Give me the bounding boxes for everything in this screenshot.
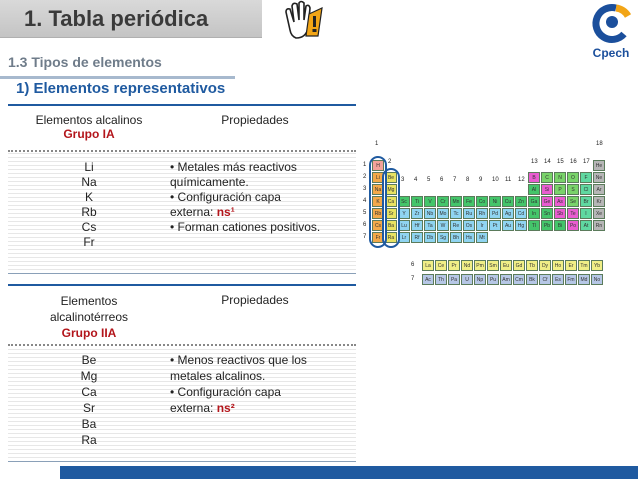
element-cell-Np: Np [474, 274, 486, 285]
subtitle-underline [0, 76, 235, 79]
element-cell-Eu: Eu [500, 260, 512, 271]
element-cell-Cu: Cu [502, 196, 514, 207]
element-symbol: Rb [81, 205, 97, 219]
element-cell-Kr: Kr [593, 196, 605, 207]
alkaline-props-heading: Propiedades [221, 293, 289, 307]
property-text: externa: [170, 401, 217, 415]
element-cell-Rb: Rb [372, 208, 384, 219]
group-number: 12 [518, 177, 525, 183]
element-cell-Gd: Gd [513, 260, 525, 271]
element-cell-La: La [422, 260, 434, 271]
element-cell-I: I [580, 208, 592, 219]
element-cell-Mo: Mo [437, 208, 449, 219]
element-cell-Sg: Sg [437, 232, 449, 243]
property-line: • Menos reactivos que los [170, 353, 307, 367]
alkali-elements-list [8, 160, 170, 250]
alkaline-group-label: Grupo IIA [61, 326, 117, 340]
property-line [170, 400, 356, 416]
element-symbol: Ba [81, 417, 97, 431]
element-cell-Ho: Ho [552, 260, 564, 271]
element-cell-Ni: Ni [489, 196, 501, 207]
period-number: 5 [363, 210, 367, 216]
element-cell-Pm: Pm [474, 260, 486, 271]
element-cell-Br: Br [580, 196, 592, 207]
group-number: 3 [401, 177, 405, 183]
hand-pointer-icon [282, 0, 326, 42]
element-cell-Am: Am [500, 274, 512, 285]
element-cell-Ba: Ba [385, 220, 397, 231]
element-cell-Tl: Tl [528, 220, 540, 231]
element-cell-Hf: Hf [411, 220, 423, 231]
element-cell-Au: Au [502, 220, 514, 231]
alkali-properties [170, 160, 356, 235]
element-cell-P: P [554, 184, 566, 195]
group-number: 9 [479, 177, 483, 183]
section-divider [8, 104, 356, 106]
group-number: 6 [440, 177, 444, 183]
element-cell-Te: Te [567, 208, 579, 219]
alkaline-properties [170, 352, 356, 416]
element-symbol: Na [81, 175, 97, 189]
element-cell-B: B [528, 172, 540, 183]
period-number: 2 [363, 174, 367, 180]
group-number: 17 [583, 159, 590, 165]
group-highlight-oval [382, 168, 400, 248]
element-symbol: Cs [81, 220, 97, 234]
element-cell-Mn: Mn [450, 196, 462, 207]
group-number: 5 [427, 177, 431, 183]
alkali-props-heading: Propiedades [221, 113, 289, 127]
group-number: 15 [557, 159, 564, 165]
element-cell-In: In [528, 208, 540, 219]
element-cell-Cr: Cr [437, 196, 449, 207]
element-cell-Pt: Pt [489, 220, 501, 231]
alkaline-elements-list [8, 352, 170, 448]
element-cell-Se: Se [567, 196, 579, 207]
element-symbol: Ca [81, 385, 97, 399]
period-number: 7 [411, 276, 415, 282]
alkali-group-label: Grupo IA [63, 127, 115, 141]
element-cell-Ta: Ta [424, 220, 436, 231]
element-symbol: Fr [83, 235, 95, 249]
element-cell-C: C [541, 172, 553, 183]
footer-bar [60, 466, 638, 479]
element-cell-Md: Md [578, 274, 590, 285]
alkaline-heading [8, 293, 170, 341]
element-cell-Pa: Pa [448, 274, 460, 285]
element-cell-Ca: Ca [385, 196, 397, 207]
element-cell-Ge: Ge [541, 196, 553, 207]
element-cell-Tc: Tc [450, 208, 462, 219]
element-cell-Zn: Zn [515, 196, 527, 207]
element-cell-Al: Al [528, 184, 540, 195]
period-number: 6 [411, 262, 415, 268]
period-number: 1 [363, 162, 367, 168]
element-cell-Pd: Pd [489, 208, 501, 219]
element-cell-Os: Os [463, 220, 475, 231]
period-number: 4 [363, 198, 367, 204]
element-cell-Db: Db [424, 232, 436, 243]
element-cell-Fe: Fe [463, 196, 475, 207]
element-cell-Tb: Tb [526, 260, 538, 271]
element-cell-Na: Na [372, 184, 384, 195]
element-cell-Cf: Cf [539, 274, 551, 285]
page-title: 1. Tabla periódica [24, 6, 209, 31]
element-cell-Sc: Sc [398, 196, 410, 207]
element-cell-Sb: Sb [554, 208, 566, 219]
element-cell-Hs: Hs [463, 232, 475, 243]
group-number: 14 [544, 159, 551, 165]
alkali-data-box [8, 150, 356, 274]
element-cell-Sn: Sn [541, 208, 553, 219]
group-number: 4 [414, 177, 418, 183]
element-cell-F: F [580, 172, 592, 183]
element-cell-S: S [567, 184, 579, 195]
group-number: 1 [375, 141, 379, 147]
element-cell-Ga: Ga [528, 196, 540, 207]
element-cell-Ra: Ra [385, 232, 397, 243]
group-number: 10 [492, 177, 499, 183]
element-cell-Mt: Mt [476, 232, 488, 243]
element-cell-Li: Li [372, 172, 384, 183]
group-number: 2 [388, 159, 392, 165]
element-cell-Ce: Ce [435, 260, 447, 271]
element-cell-Pr: Pr [448, 260, 460, 271]
element-cell-Po: Po [567, 220, 579, 231]
group-number: 8 [466, 177, 470, 183]
group-number: 7 [453, 177, 457, 183]
alkali-heading [8, 113, 170, 141]
subtitle: 1.3 Tipos de elementos [8, 54, 162, 70]
element-cell-Xe: Xe [593, 208, 605, 219]
element-cell-Nb: Nb [424, 208, 436, 219]
alkaline-heading-line2: alcalinotérreos [49, 310, 129, 324]
element-cell-Yb: Yb [591, 260, 603, 271]
element-symbol: Sr [83, 401, 95, 415]
element-cell-Nd: Nd [461, 260, 473, 271]
element-cell-Es: Es [552, 274, 564, 285]
element-cell-He: He [593, 160, 605, 171]
period-number: 6 [363, 222, 367, 228]
element-cell-Hg: Hg [515, 220, 527, 231]
element-cell-N: N [554, 172, 566, 183]
element-cell-Er: Er [565, 260, 577, 271]
element-symbol: Ra [81, 433, 97, 447]
element-cell-Rf: Rf [411, 232, 423, 243]
property-line: • Configuración capa [170, 190, 281, 204]
property-line: • Configuración capa [170, 385, 281, 399]
element-cell-No: No [591, 274, 603, 285]
element-cell-Ti: Ti [411, 196, 423, 207]
element-cell-H: H [372, 160, 384, 171]
group-number: 16 [570, 159, 577, 165]
element-cell-Ac: Ac [422, 274, 434, 285]
element-cell-Bh: Bh [450, 232, 462, 243]
group-number: 18 [596, 141, 603, 147]
property-line [170, 205, 356, 220]
periodic-table [360, 141, 638, 316]
element-cell-Ag: Ag [502, 208, 514, 219]
element-cell-Th: Th [435, 274, 447, 285]
element-cell-Pu: Pu [487, 274, 499, 285]
element-cell-Rh: Rh [476, 208, 488, 219]
element-cell-Si: Si [541, 184, 553, 195]
element-cell-W: W [437, 220, 449, 231]
element-cell-Bi: Bi [554, 220, 566, 231]
alkaline-data-box [8, 344, 356, 462]
element-cell-Fm: Fm [565, 274, 577, 285]
configuration-formula: ns² [216, 401, 235, 415]
logo-text: Cpech [592, 46, 630, 60]
property-text: externa: [170, 205, 217, 219]
element-cell-Zr: Zr [411, 208, 423, 219]
element-cell-Sm: Sm [487, 260, 499, 271]
element-symbol: K [84, 190, 93, 204]
block-divider [8, 284, 356, 286]
element-cell-K: K [372, 196, 384, 207]
element-cell-Bk: Bk [526, 274, 538, 285]
element-cell-Rn: Rn [593, 220, 605, 231]
cpech-logo [586, 2, 636, 62]
property-line: químicamente. [170, 175, 249, 189]
element-cell-Lu: Lu [398, 220, 410, 231]
property-line: • Metales más reactivos [170, 160, 297, 174]
property-line: metales alcalinos. [170, 369, 266, 383]
section-title: 1) Elementos representativos [16, 80, 226, 97]
element-cell-O: O [567, 172, 579, 183]
alkali-heading-line1: Elementos alcalinos [35, 113, 143, 127]
group-number: 11 [505, 177, 512, 183]
element-cell-Cm: Cm [513, 274, 525, 285]
property-line: • Forman cationes positivos. [170, 220, 321, 234]
element-cell-At: At [580, 220, 592, 231]
element-cell-Pb: Pb [541, 220, 553, 231]
element-cell-Ne: Ne [593, 172, 605, 183]
element-symbol: Mg [80, 369, 98, 383]
element-cell-Ru: Ru [463, 208, 475, 219]
element-cell-Cl: Cl [580, 184, 592, 195]
element-cell-Mg: Mg [385, 184, 397, 195]
element-cell-U: U [461, 274, 473, 285]
element-cell-V: V [424, 196, 436, 207]
element-cell-Y: Y [398, 208, 410, 219]
configuration-formula: ns¹ [216, 205, 235, 219]
element-cell-Dy: Dy [539, 260, 551, 271]
element-cell-Re: Re [450, 220, 462, 231]
title-bar [0, 0, 262, 38]
logo-mark-icon [586, 2, 636, 46]
element-symbol: Be [81, 353, 97, 367]
element-cell-Cs: Cs [372, 220, 384, 231]
element-cell-Sr: Sr [385, 208, 397, 219]
period-number: 3 [363, 186, 367, 192]
element-cell-Be: Be [385, 172, 397, 183]
element-cell-Ar: Ar [593, 184, 605, 195]
element-cell-Tm: Tm [578, 260, 590, 271]
element-cell-Ir: Ir [476, 220, 488, 231]
element-cell-Lr: Lr [398, 232, 410, 243]
alkaline-heading-line1: Elementos [60, 294, 118, 308]
element-cell-Cd: Cd [515, 208, 527, 219]
element-cell-Co: Co [476, 196, 488, 207]
element-cell-As: As [554, 196, 566, 207]
element-symbol: Li [84, 160, 94, 174]
period-number: 7 [363, 234, 367, 240]
element-cell-Fr: Fr [372, 232, 384, 243]
group-number: 13 [531, 159, 538, 165]
